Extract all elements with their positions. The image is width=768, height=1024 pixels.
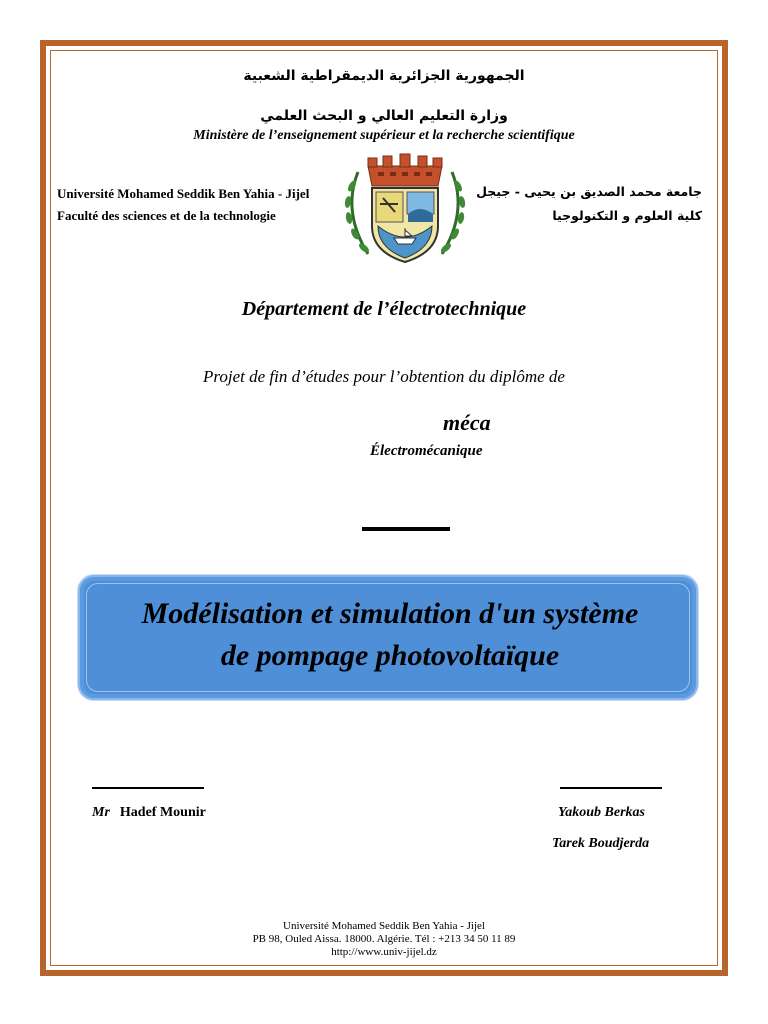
ministry-heading-ar: وزارة التعليم العالي و البحث العلمي (260, 108, 508, 124)
ministry-heading-fr: Ministère de l’enseignement supérieur et la recherche scientifique (193, 128, 575, 143)
department-heading: Département de l’électrotechnique (241, 298, 527, 320)
supervisor-signature-line (92, 787, 204, 789)
faculty-name-fr: Faculté des sciences et de la technologie (57, 208, 276, 223)
title-box (78, 575, 698, 700)
students-signature-line (560, 787, 662, 789)
supervisor-name: Hadef Mounir (119, 805, 206, 820)
supervisor (92, 805, 206, 821)
university-name-fr: Université Mohamed Seddik Ben Yahia - Jijel (57, 186, 310, 201)
footer-address: PB 98, Ouled Aissa. 18000. Algérie. Tél : +213 34 50 11 89 (252, 933, 516, 945)
thesis-title-line1: Modélisation et simulation d'un système (141, 597, 639, 630)
separator-line (362, 527, 450, 531)
republic-heading-ar: الجمهورية الجزائرية الديمقراطية الشعبية (243, 68, 525, 84)
student-name-1: Yakoub Berkas (558, 805, 646, 820)
footer-website: http://www.univ-jijel.dz (331, 946, 437, 958)
field-label: méca (443, 410, 491, 435)
supervisor-prefix: Mr (92, 805, 110, 820)
university-name-ar: جامعة محمد الصديق بن يحيى - جيجل (476, 184, 702, 199)
faculty-name-ar: كلية العلوم و التكنولوجيا (552, 208, 702, 223)
footer-university: Université Mohamed Seddik Ben Yahia - Jijel (283, 920, 485, 932)
thesis-title-line2: de pompage photovoltaïque (220, 639, 560, 672)
university-seal-icon (338, 152, 472, 270)
specialty-label: Électromécanique (370, 443, 483, 459)
project-intro: Projet de fin d’études pour l’obtention du diplôme de (203, 367, 565, 386)
student-name-2: Tarek Boudjerda (552, 836, 650, 851)
